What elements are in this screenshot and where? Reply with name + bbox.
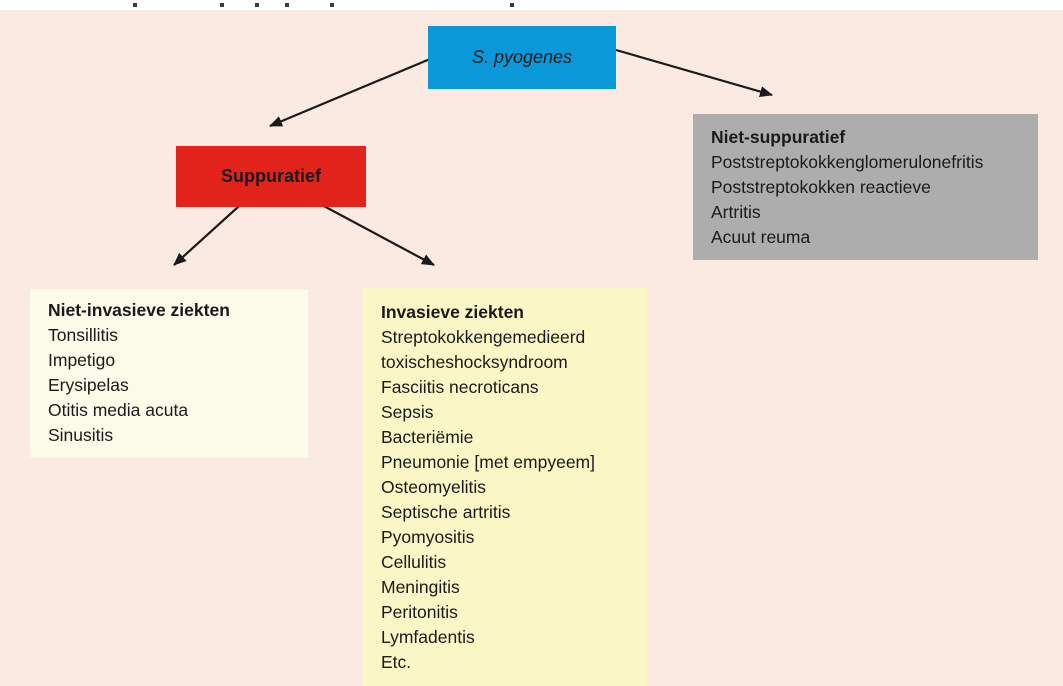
- list-item: toxischeshocksyndroom: [381, 352, 568, 372]
- node-niet-suppuratief: [693, 114, 1038, 260]
- node-suppuratief-label: Suppuratief: [220, 166, 321, 186]
- list-item: Lymfadentis: [381, 627, 475, 647]
- node-s-pyogenes: [428, 26, 616, 89]
- list-item: Osteomyelitis: [381, 477, 487, 497]
- list-item: Bacteriëmie: [381, 427, 474, 447]
- list-item: Pyomyositis: [381, 527, 475, 547]
- niet-suppuratief-title: Niet-suppuratief: [711, 127, 846, 147]
- list-item: Streptokokkengemedieerd: [381, 327, 586, 347]
- arrow-root-to-non-suppurative: [616, 50, 772, 95]
- list-item: Septische artritis: [381, 502, 511, 522]
- list-item: Tonsillitis: [48, 325, 119, 345]
- list-item: Peritonitis: [381, 602, 458, 622]
- text-fragment: [133, 3, 137, 7]
- list-item: Pneumonie [met empyeem]: [381, 452, 595, 472]
- list-item: Poststreptokokken reactieve: [711, 177, 931, 197]
- list-item: Sinusitis: [48, 425, 114, 445]
- text-fragment: [510, 3, 514, 7]
- list-item: Meningitis: [381, 577, 460, 597]
- node-niet-invasieve-ziekten: [30, 289, 308, 458]
- invasieve-title: Invasieve ziekten: [381, 302, 524, 322]
- node-invasieve-ziekten: [363, 288, 647, 686]
- text-fragment: [285, 3, 289, 7]
- arrow-suppurative-to-invasive: [307, 197, 434, 265]
- cropped-text-strip: [0, 0, 1063, 10]
- list-item: Otitis media acuta: [48, 400, 189, 420]
- list-item: Cellulitis: [381, 552, 447, 572]
- list-item: Erysipelas: [48, 375, 129, 395]
- text-fragment: [255, 3, 259, 7]
- list-item: Poststreptokokkenglomerulonefritis: [711, 152, 984, 172]
- list-item: Sepsis: [381, 402, 434, 422]
- text-fragment: [330, 3, 334, 7]
- list-item: Etc.: [381, 652, 412, 672]
- arrow-suppurative-to-non-invasive: [174, 197, 249, 265]
- list-item: Fasciitis necroticans: [381, 377, 539, 397]
- niet-invasieve-title: Niet-invasieve ziekten: [48, 300, 230, 320]
- diagram-panel: [0, 10, 1063, 686]
- list-item: Artritis: [711, 202, 761, 222]
- node-s-pyogenes-label: S. pyogenes: [471, 47, 573, 67]
- node-suppuratief: [176, 146, 366, 207]
- text-fragment: [220, 3, 224, 7]
- list-item: Impetigo: [48, 350, 116, 370]
- list-item: Acuut reuma: [711, 227, 811, 247]
- arrow-root-to-suppurative: [270, 59, 430, 126]
